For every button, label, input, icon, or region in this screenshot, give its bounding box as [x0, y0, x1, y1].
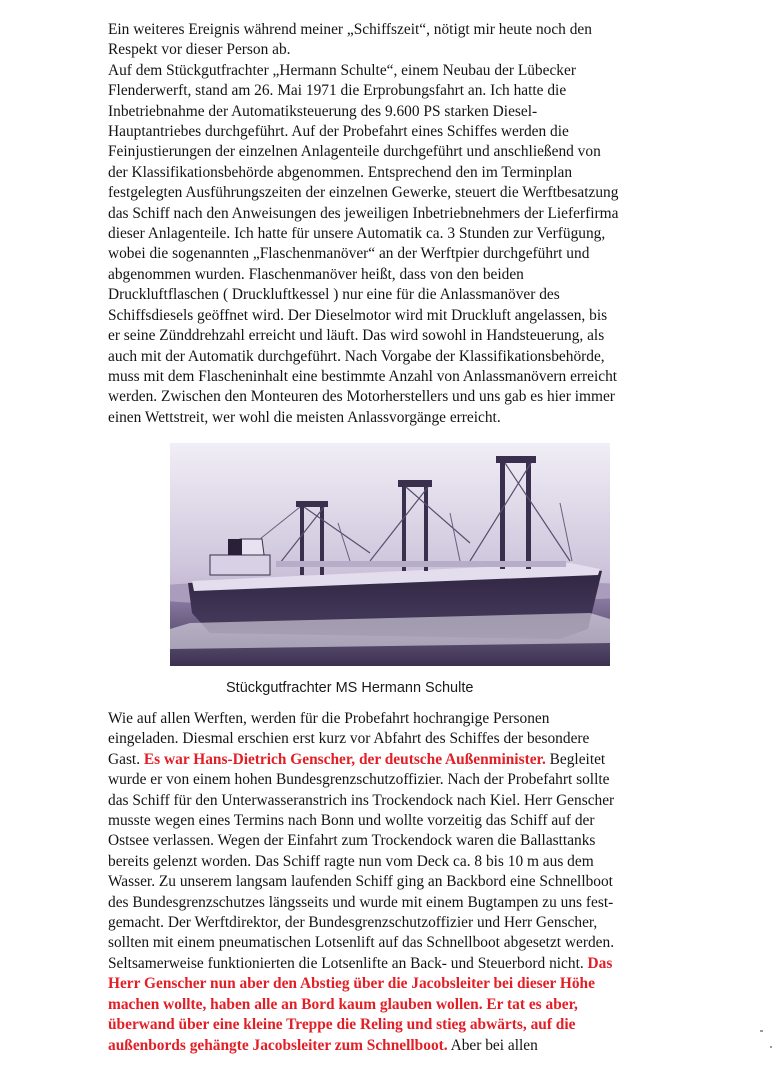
text-line: [108, 852, 728, 872]
text-line: Inbetriebnahme der Automatiksteuerung des 9.600 PS starken Diesel-: [108, 102, 538, 120]
highlighted-text: Herr Genscher nun aber den Abstieg über die Jacobsleiter bei dieser Höhe: [108, 975, 595, 993]
text-line: [108, 750, 728, 770]
text-line: [108, 831, 728, 851]
text-line: Respekt vor dieser Person ab.: [108, 41, 291, 59]
text-line: wobei die sogenannten „Flaschenmanöver“ an der Werftpier durchgeführt und: [108, 245, 590, 263]
text-line: muss mit dem Flascheninhalt eine bestimmte Anzahl von Anlassmanövern erreicht: [108, 367, 618, 385]
text-segment: des Bundesgrenzschutzes längsseits und wurde mit einem Bugtampen zu uns fest-: [108, 893, 614, 911]
text-line: [108, 872, 728, 892]
text-line: einen Wettstreit, wer wohl die meisten Anlassvorgänge erreicht.: [108, 408, 501, 426]
text-line: [108, 933, 728, 953]
text-segment: musste wegen eines Termins nach Bonn und wollte vorzeitig das Schiff auf der: [108, 812, 595, 830]
text-line: [108, 729, 728, 749]
highlighted-text: Es war Hans-Dietrich Genscher, der deutsche Außenminister.: [143, 750, 546, 768]
text-line: festgelegten Ausführungszeiten der einzelnen Gewerke, steuert die Werftbesatzung: [108, 184, 619, 202]
text-segment: sollten mit einem pneumatischen Lotsenlift auf das Schnellboot abgesetzt werden.: [108, 934, 615, 952]
text-line: [108, 1036, 728, 1056]
highlighted-text: Das: [587, 954, 613, 972]
text-segment: Begleitet: [545, 750, 606, 768]
text-segment: das Schiff für den Unterwasseranstrich ins Trockendock nach Kiel. Herr Genscher: [108, 791, 615, 809]
highlighted-text: außenbords gehängte Jacobsleiter zum Schnellboot.: [108, 1036, 448, 1054]
text-line: [108, 1015, 728, 1035]
text-line: [108, 913, 728, 933]
paragraph-genscher: [108, 709, 728, 1056]
text-line: Druckluftflaschen ( Druckluftkessel ) nur eine für die Anlassmanöver des: [108, 286, 560, 304]
highlighted-text: machen wollte, haben alle an Bord kaum glauben wollen. Er tat es aber,: [108, 995, 578, 1013]
text-line: [108, 811, 728, 831]
text-line: [108, 709, 728, 729]
text-segment: gemacht. Der Werftdirektor, der Bundesgrenzschutzoffizier und Herr Genscher,: [108, 914, 598, 932]
text-line: abgenommen wurden. Flaschenmanöver heißt, dass von den beiden: [108, 265, 524, 283]
text-line: [108, 770, 728, 790]
text-line: [108, 791, 728, 811]
text-segment: Seltsamerweise funktionierten die Lotsenlifte an Back- und Steuerbord nicht.: [108, 954, 588, 972]
text-line: [108, 995, 728, 1015]
text-line: auch mit der Automatik durchgeführt. Nach Vorgabe der Klassifikationsbehörde,: [108, 347, 605, 365]
ship-photo: [170, 443, 610, 666]
text-segment: Gast.: [108, 750, 144, 768]
photo-caption: Stückgutfrachter MS Hermann Schulte: [226, 680, 474, 696]
scan-speck: [760, 1030, 763, 1032]
text-segment: Wasser. Zu unserem langsam laufenden Schiff ging an Backbord eine Schnellboot: [108, 873, 613, 891]
text-line: dieser Anlagenteile. Ich hatte für unsere Automatik ca. 3 Stunden zur Verfügung,: [108, 225, 606, 243]
text-segment: bereits gelenzt worden. Das Schiff ragte nun vom Deck ca. 8 bis 10 m aus dem: [108, 852, 594, 870]
text-line: Ein weiteres Ereignis während meiner „Schiffszeit“, nötigt mir heute noch den: [108, 21, 592, 38]
text-segment: Aber bei allen: [447, 1036, 538, 1054]
text-line: Schiffsdiesels geöffnet wird. Der Dieselmotor wird mit Druckluft angelassen, bis: [108, 306, 608, 324]
text-line: [108, 893, 728, 913]
text-line: Auf dem Stückgutfrachter „Hermann Schulte“, einem Neubau der Lübecker: [108, 61, 576, 79]
text-segment: wurde er von einem hohen Bundesgrenzschutzoffizier. Nach der Probefahrt sollte: [108, 771, 610, 789]
paragraph-intro: [108, 20, 728, 428]
scan-speck: [770, 1046, 772, 1048]
text-line: werden. Zwischen den Monteuren des Motorherstellers und uns gab es hier immer: [108, 388, 615, 406]
text-line: der Klassifikationsbehörde abgenommen. Entsprechend den im Terminplan: [108, 163, 573, 181]
text-line: das Schiff nach den Anweisungen des jeweiligen Inbetriebnehmers der Lieferfirma: [108, 204, 619, 222]
text-line: [108, 974, 728, 994]
text-line: Flenderwerft, stand am 26. Mai 1971 die Erprobungsfahrt an. Ich hatte die: [108, 82, 567, 100]
text-segment: Ostsee verlassen. Wegen der Einfahrt zum Trockendock waren die Ballasttanks: [108, 832, 596, 850]
text-line: Feinjustierungen der einzelnen Anlagenteile durchgeführt und anschließend von: [108, 143, 601, 161]
text-line: [108, 954, 728, 974]
highlighted-text: überwand über eine kleine Treppe die Reling und stieg abwärts, auf die: [108, 1016, 576, 1034]
text-line: Hauptantriebes durchgeführt. Auf der Probefahrt eines Schiffes werden die: [108, 123, 569, 141]
text-segment: eingeladen. Diesmal erschien erst kurz vor Abfahrt des Schiffes der besondere: [108, 730, 590, 748]
text-line: er seine Zünddrehzahl erreicht und läuft. Das wird sowohl in Handsteuerung, als: [108, 327, 605, 345]
text-segment: Wie auf allen Werften, werden für die Probefahrt hochrangige Personen: [108, 710, 550, 727]
